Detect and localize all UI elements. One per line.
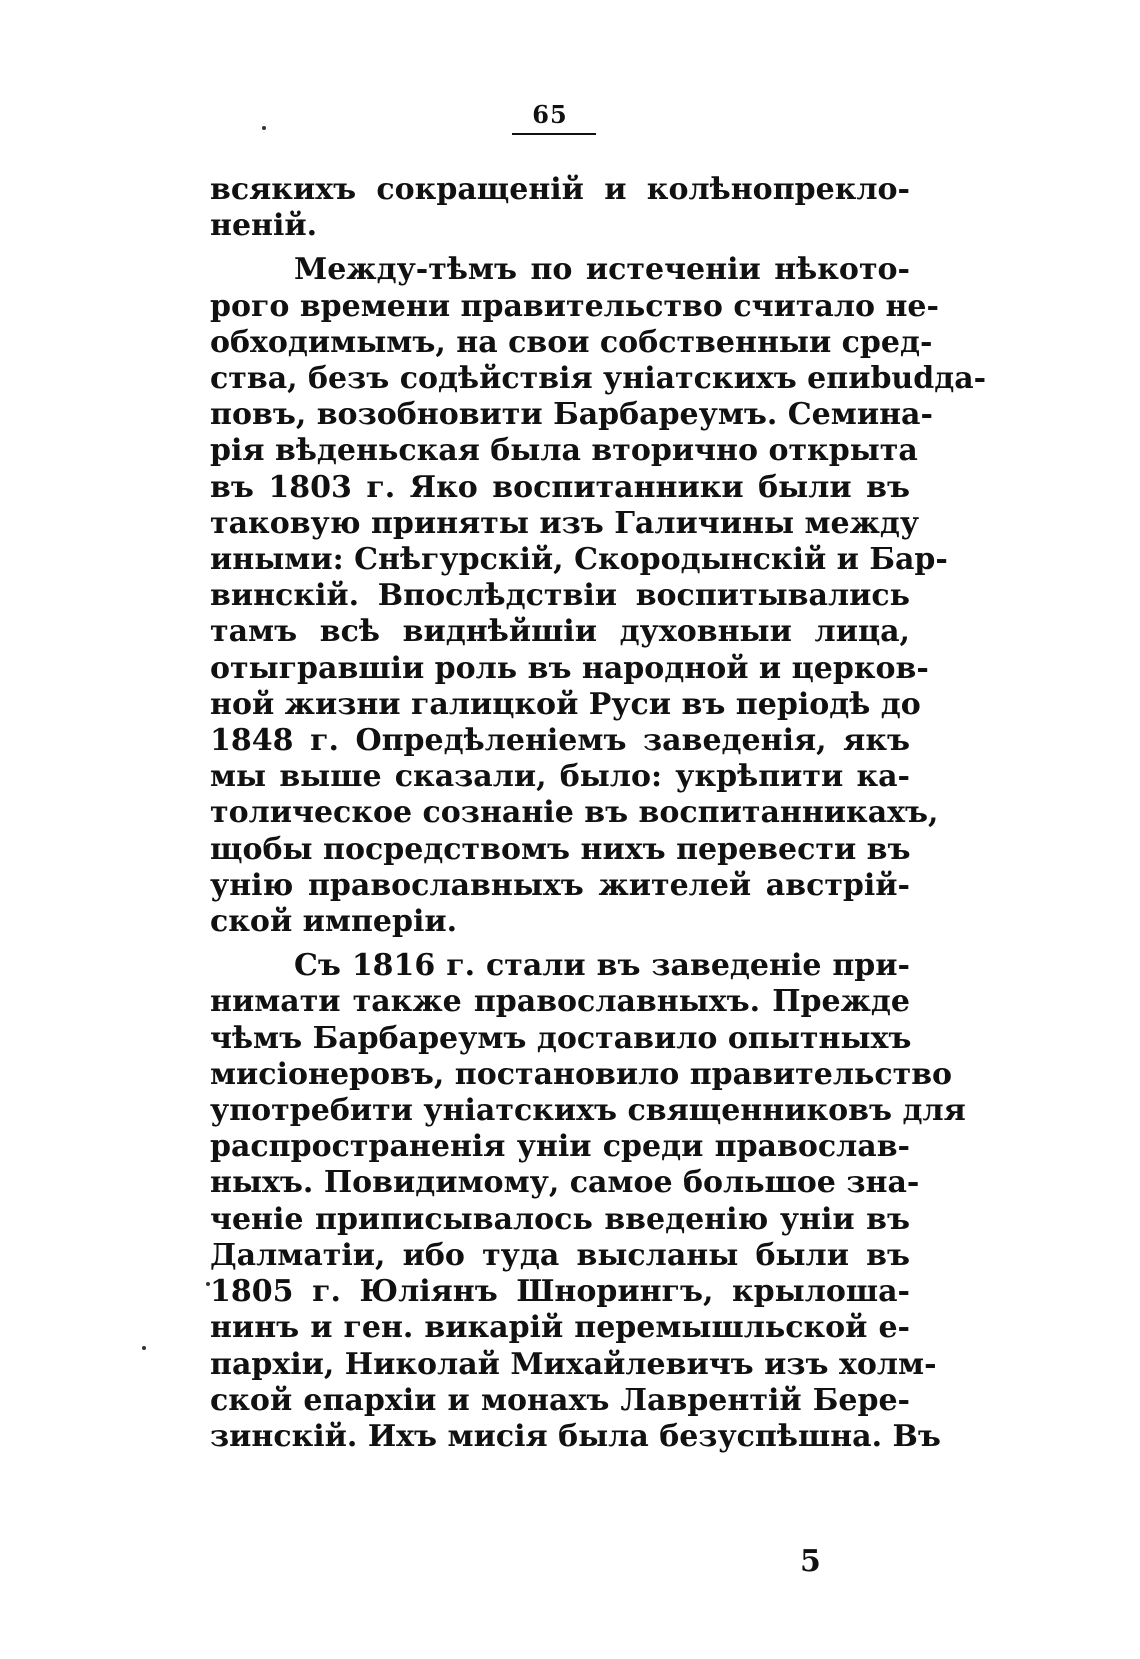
page-number: 65 xyxy=(532,100,568,129)
text-line: ской имперіи. xyxy=(210,904,458,940)
text-line: мисіонеровъ, постановило правительство xyxy=(210,1056,953,1092)
page-number-rule xyxy=(512,133,596,135)
text-line: нимати также православныхъ. Прежде xyxy=(210,984,910,1020)
text-line: 1805 г. Юліянъ Шнорингъ, крылоша- xyxy=(210,1274,910,1310)
text-line: щобы посредствомъ нихъ перевести въ xyxy=(210,831,911,867)
signature-mark: 5 xyxy=(800,1544,821,1579)
text-line: обходимымъ, на свои собственныи сред- xyxy=(210,324,933,360)
paragraph-2 xyxy=(210,252,987,940)
text-line: тамъ всѣ виднѣйшіи духовныи лица, xyxy=(210,614,910,650)
text-line: таковую приняты изъ Галичины между xyxy=(210,505,920,541)
text-line: неній. xyxy=(210,208,318,244)
text-line: повъ, возобновити Барбареумъ. Семина- xyxy=(210,397,933,433)
paragraph-1 xyxy=(210,172,910,244)
body-text xyxy=(210,172,987,1455)
text-line: винскій. Впослѣдствіи воспитывались xyxy=(210,578,910,614)
text-line: рого времени правительство считало не- xyxy=(210,288,939,324)
text-line: отыгравшіи роль въ народной и церков- xyxy=(210,650,929,686)
text-line: Между-тѣмъ по истеченіи нѣкото- xyxy=(294,252,910,288)
text-line: толическое сознаніе въ воспитанникахъ, xyxy=(210,795,939,831)
text-line: иными: Снѣгурскій, Скородынскій и Бар- xyxy=(210,542,948,578)
text-line: Съ 1816 г. стали въ заведеніе при- xyxy=(294,948,910,984)
text-line: зинскій. Ихъ мисія была безуспѣшна. Въ xyxy=(210,1418,941,1454)
text-line: ныхъ. Повидимому, самое большое зна- xyxy=(210,1165,920,1201)
text-line: распространенія уніи среди православ- xyxy=(210,1129,910,1165)
text-line: рія вѣденьская была вторично открыта xyxy=(210,433,918,469)
print-speck xyxy=(142,1346,146,1350)
text-line: въ 1803 г. Яко воспитанники были въ xyxy=(210,469,910,505)
text-line: ства, безъ содѣйствія уніатскихъ епиbudда- xyxy=(210,361,987,397)
text-line: ской епархіи и монахъ Лаврентій Бере- xyxy=(210,1382,910,1418)
text-line: пархіи, Николай Михайлевичъ изъ холм- xyxy=(210,1346,937,1382)
text-line: унію православныхъ жителей австрій- xyxy=(210,867,910,903)
text-line: мы выше сказали, было: укрѣпити ка- xyxy=(210,759,910,795)
text-line: Далматіи, ибо туда высланы были въ xyxy=(210,1237,910,1273)
text-line: нинъ и ген. викарій перемышльской е- xyxy=(210,1310,910,1346)
text-line: ной жизни галицкой Руси въ періодѣ до xyxy=(210,686,921,722)
text-line: ченіе приписывалось введенію уніи въ xyxy=(210,1201,910,1237)
text-line: употребити уніатскихъ священниковъ для xyxy=(210,1093,966,1129)
text-line: всякихъ сокращеній и колѣнопрекло- xyxy=(210,172,910,207)
print-speck xyxy=(206,1282,210,1286)
print-speck xyxy=(262,126,266,130)
text-line: 1848 г. Опредѣленіемъ заведенія, якъ xyxy=(210,723,910,759)
text-line: чѣмъ Барбареумъ доставило опытныхъ xyxy=(210,1020,912,1056)
paragraph-3 xyxy=(210,948,966,1455)
